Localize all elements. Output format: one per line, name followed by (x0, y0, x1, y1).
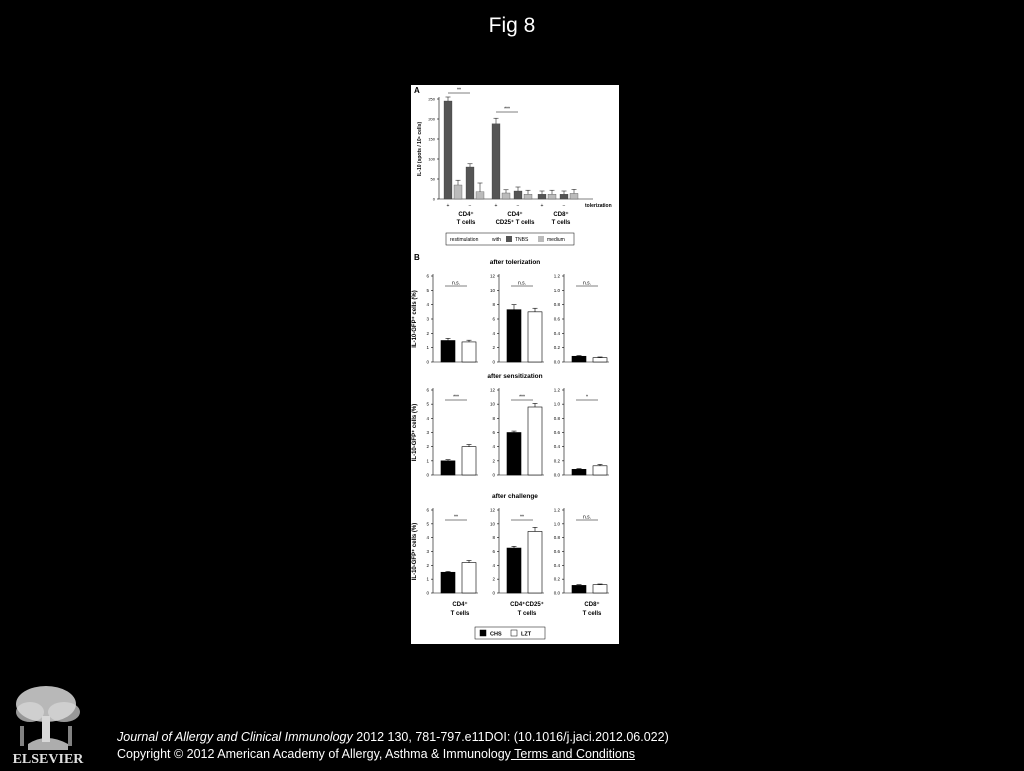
panel-b-y-tick-label: 2 (426, 330, 429, 336)
panel-b-y-tick-label: 0.2 (553, 458, 560, 464)
panel-b-bar-chs (507, 310, 521, 362)
panel-a-sig-label: ** (457, 87, 461, 94)
panel-b-y-tick-label: 2 (426, 444, 429, 450)
figure-svg (411, 85, 619, 644)
panel-b-y-tick-label: 12 (489, 387, 495, 393)
panel-b-row-title: after challenge (492, 493, 538, 500)
panel-a-legend-tnbs: TNBS (515, 237, 529, 243)
citation-details: 2012 130, 781-797.e11DOI: (10.1016/j.jaci.2012.06.022) (352, 730, 669, 744)
panel-b-y-tick-label: 0.0 (553, 472, 560, 478)
panel-b-y-tick-label: 5 (426, 521, 429, 527)
panel-a-label: A (414, 86, 420, 95)
panel-b-legend-swatch-lzt (511, 630, 517, 636)
panel-b-y-tick-label: 2 (426, 562, 429, 568)
elsevier-logo (8, 682, 88, 766)
panel-b-y-tick-label: 8 (492, 415, 495, 421)
panel-b-x-label: CD4⁺ (452, 602, 468, 608)
panel-b-x-label: CD8⁺ (584, 602, 600, 608)
panel-b-sig-label: *** (453, 394, 459, 401)
panel-a-bar-tnbs (514, 191, 522, 199)
panel-b-y-tick-label: 5 (426, 401, 429, 407)
panel-a-sign: + (494, 203, 498, 209)
panel-b-y-tick-label: 0.4 (553, 444, 560, 450)
panel-b-y-tick-label: 12 (489, 273, 495, 279)
panel-b-y-tick-label: 6 (426, 387, 429, 393)
panel-b-bar-lzt (593, 585, 607, 593)
panel-b-sig-label: * (586, 394, 588, 401)
panel-a-legend-swatch-medium (538, 236, 544, 242)
panel-a-y-axis-label: IL-10 (spots / 10⁶ cells) (417, 121, 423, 177)
panel-b-y-tick-label: 4 (492, 444, 495, 450)
panel-a-bar-tnbs (560, 194, 568, 199)
panel-a-group-label: T cells (551, 220, 571, 226)
panel-b-y-tick-label: 2 (492, 345, 495, 351)
panel-b-sig-label: ** (454, 514, 458, 521)
panel-b-y-tick-label: 3 (426, 430, 429, 435)
panel-a-group-label: T cells (456, 220, 476, 226)
panel-b-legend-swatch-chs (480, 630, 486, 636)
panel-b-bar-chs (441, 341, 455, 363)
panel-a-bar-tnbs (466, 167, 474, 199)
panel-a-y-tick-label: 250 (428, 96, 435, 102)
panel-b-y-tick-label: 0.4 (553, 330, 560, 336)
panel-b-y-tick-label: 6 (426, 273, 429, 279)
panel-a-bar-tnbs (492, 124, 500, 199)
panel-b-sig-label: *** (519, 394, 525, 401)
panel-a-y-tick-label: 200 (428, 116, 435, 122)
panel-b-y-tick-label: 1.0 (553, 401, 560, 407)
panel-b-y-tick-label: 0.0 (553, 590, 560, 596)
panel-b-y-tick-label: 0 (492, 590, 495, 596)
terms-link[interactable]: Terms and Conditions (510, 747, 636, 761)
figure-panel (411, 85, 619, 644)
panel-b-y-tick-label: 0.6 (553, 549, 560, 554)
panel-b-y-tick-label: 0.6 (553, 430, 560, 435)
panel-b-y-axis-label: IL-10-GFP⁺ cells (%) (412, 522, 418, 581)
panel-b-y-axis-label: IL-10-GFP⁺ cells (%) (412, 403, 418, 462)
panel-b-y-tick-label: 3 (426, 549, 429, 554)
panel-b-y-tick-label: 0.8 (553, 535, 560, 541)
panel-b-y-tick-label: 2 (492, 576, 495, 582)
panel-b-x-label: CD4⁺CD25⁺ (510, 602, 544, 608)
panel-b-bar-chs (572, 469, 586, 475)
panel-b-bar-chs (572, 585, 586, 593)
panel-b-bar-chs (572, 356, 586, 362)
journal-name: Journal of Allergy and Clinical Immunology (117, 730, 353, 744)
logo-text: ELSEVIER (12, 752, 84, 766)
panel-b-bar-chs (441, 461, 455, 475)
panel-a-bar-medium (454, 185, 462, 199)
panel-b-y-tick-label: 1 (426, 576, 429, 582)
panel-b-y-tick-label: 0.0 (553, 359, 560, 365)
panel-b-label: B (414, 253, 420, 262)
panel-b-y-tick-label: 6 (492, 316, 495, 322)
panel-b-y-tick-label: 4 (492, 562, 495, 568)
panel-b-bar-lzt (462, 447, 476, 475)
panel-b-y-tick-label: 0 (426, 590, 429, 596)
panel-b-y-tick-label: 1 (426, 345, 429, 351)
panel-b-sig-label: ** (520, 514, 524, 521)
panel-b-y-tick-label: 4 (426, 415, 429, 421)
panel-a-bar-tnbs (444, 101, 452, 199)
panel-b-sig-label: n.s. (517, 280, 527, 287)
panel-a-legend-with: with (492, 237, 501, 243)
panel-a-tolerization-label: tolerization (585, 203, 612, 209)
panel-b-y-tick-label: 10 (489, 521, 495, 527)
panel-a-bar-medium (548, 194, 556, 199)
panel-b-sig-label: n.s. (451, 280, 461, 287)
panel-b-bar-chs (507, 548, 521, 593)
copyright-text: Copyright © 2012 American Academy of Allergy, Asthma & Immunology (117, 747, 511, 761)
panel-b-y-tick-label: 4 (426, 535, 429, 541)
panel-b-y-tick-label: 2 (492, 458, 495, 464)
panel-b-y-tick-label: 5 (426, 287, 429, 293)
panel-b-legend-chs: CHS (490, 631, 502, 638)
citation (117, 729, 669, 763)
panel-a-group-label: CD8⁺ (553, 212, 569, 218)
panel-a-bar-medium (502, 193, 510, 199)
panel-b-x-label: T cells (450, 611, 470, 617)
panel-b-y-tick-label: 0 (492, 359, 495, 365)
panel-a-sign: + (540, 203, 544, 209)
panel-b-y-tick-label: 12 (489, 507, 495, 513)
panel-a-sign: + (446, 203, 450, 209)
panel-b-y-tick-label: 0.2 (553, 345, 560, 351)
panel-b-row-title: after tolerization (489, 259, 541, 266)
citation-line-1 (117, 729, 669, 746)
panel-b-y-tick-label: 1.0 (553, 521, 560, 527)
panel-b-y-tick-label: 3 (426, 316, 429, 322)
panel-b-y-tick-label: 1 (426, 458, 429, 464)
panel-a-y-tick-label: 100 (428, 156, 435, 162)
panel-b-y-tick-label: 6 (426, 507, 429, 513)
panel-a-legend-medium: medium (547, 237, 565, 243)
panel-a-y-tick-label: 150 (428, 136, 435, 142)
panel-b-sig-label: n.s. (582, 514, 592, 521)
tree-icon (8, 682, 88, 766)
panel-a-bar-medium (476, 192, 484, 199)
panel-b-bar-lzt (528, 407, 542, 475)
panel-b-y-tick-label: 6 (492, 430, 495, 435)
panel-b-y-tick-label: 0.6 (553, 316, 560, 322)
panel-b-y-tick-label: 0.2 (553, 576, 560, 582)
panel-a-sig-label: *** (504, 106, 510, 113)
panel-a-y-tick-label: 50 (430, 176, 435, 182)
panel-b-y-tick-label: 8 (492, 535, 495, 541)
panel-b-y-tick-label: 10 (489, 401, 495, 407)
panel-b-bar-lzt (462, 563, 476, 593)
panel-b-y-tick-label: 0.8 (553, 415, 560, 421)
panel-b-y-tick-label: 0 (426, 472, 429, 478)
panel-b-y-tick-label: 1.2 (553, 273, 560, 279)
citation-line-2 (117, 746, 669, 763)
panel-a-sign: − (562, 203, 566, 209)
panel-b-legend-lzt: LZT (521, 631, 532, 638)
panel-b-y-tick-label: 1.0 (553, 287, 560, 293)
panel-b-y-tick-label: 0 (426, 359, 429, 365)
panel-b-y-tick-label: 4 (426, 302, 429, 308)
panel-b-y-tick-label: 6 (492, 549, 495, 554)
panel-a-sign: − (516, 203, 520, 209)
panel-a-group-label: CD4⁺ (507, 212, 523, 218)
panel-a-bar-medium (524, 194, 532, 199)
panel-b-x-label: T cells (517, 611, 537, 617)
panel-b-bar-lzt (528, 531, 542, 593)
panel-a-group-label: CD4⁺ (458, 212, 474, 218)
panel-b-y-tick-label: 1.2 (553, 387, 560, 393)
panel-b-y-tick-label: 0.8 (553, 302, 560, 308)
slide-title: Fig 8 (488, 14, 536, 37)
panel-b-y-tick-label: 0.4 (553, 562, 560, 568)
panel-b-x-label: T cells (582, 611, 602, 617)
panel-b-bar-chs (507, 433, 521, 476)
panel-b-y-axis-label: IL-10-GFP⁺ cells (%) (412, 290, 418, 348)
panel-b-bar-lzt (593, 358, 607, 362)
panel-b-sig-label: n.s. (582, 280, 592, 287)
panel-b-y-tick-label: 0 (492, 472, 495, 478)
panel-b-row-title: after sensitization (487, 373, 543, 380)
panel-a-group-label: CD25⁺ T cells (495, 220, 535, 226)
panel-b-y-tick-label: 8 (492, 302, 495, 308)
panel-b-y-tick-label: 1.2 (553, 507, 560, 513)
panel-b-y-tick-label: 4 (492, 330, 495, 336)
panel-a-bar-tnbs (538, 194, 546, 199)
panel-a-y-tick-label: 0 (432, 196, 435, 202)
panel-a-legend-swatch-tnbs (506, 236, 512, 242)
panel-b-bar-chs (441, 572, 455, 593)
panel-b-bar-lzt (528, 312, 542, 362)
panel-b-bar-lzt (593, 466, 607, 475)
panel-a-sign: − (468, 203, 472, 209)
panel-a-legend-prefix: restimulation (450, 237, 479, 243)
panel-a-bar-medium (570, 193, 578, 199)
panel-b-y-tick-label: 10 (489, 287, 495, 293)
panel-b-bar-lzt (462, 342, 476, 362)
